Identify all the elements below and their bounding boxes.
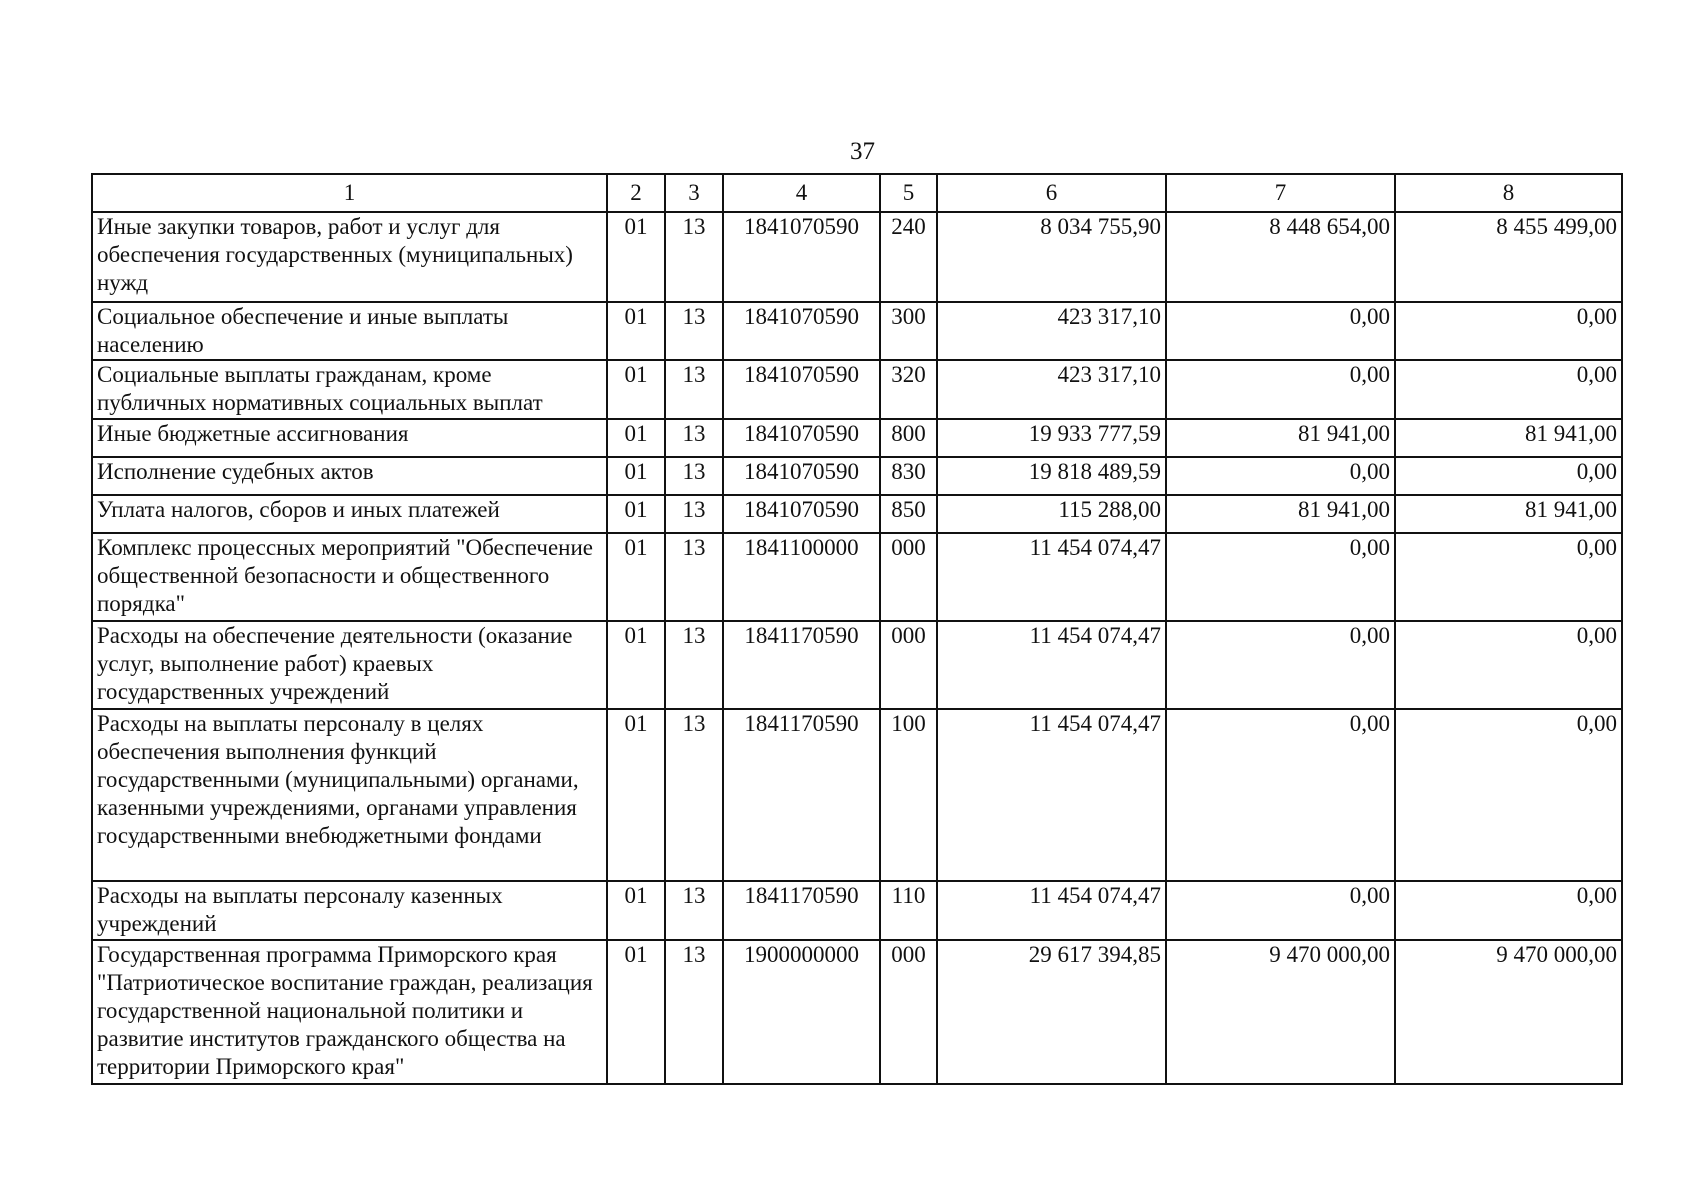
- row-csr: 1900000000: [723, 940, 880, 1084]
- row-amount-7: 81 941,00: [1166, 419, 1395, 457]
- row-amount-6: 19 818 489,59: [937, 457, 1166, 495]
- row-amount-8: 0,00: [1395, 709, 1622, 881]
- row-rz: 01: [607, 457, 665, 495]
- row-amount-8: 0,00: [1395, 457, 1622, 495]
- row-name: Социальные выплаты гражданам, кроме публичных нормативных социальных выплат: [92, 360, 607, 419]
- row-rz: 01: [607, 533, 665, 621]
- row-amount-7: 81 941,00: [1166, 495, 1395, 533]
- row-amount-7: 9 470 000,00: [1166, 940, 1395, 1084]
- row-csr: 1841070590: [723, 302, 880, 360]
- row-amount-6: 11 454 074,47: [937, 881, 1166, 940]
- table-row: [92, 533, 1622, 621]
- row-amount-6: 115 288,00: [937, 495, 1166, 533]
- row-amount-8: 9 470 000,00: [1395, 940, 1622, 1084]
- row-csr: 1841170590: [723, 709, 880, 881]
- page-number: 37: [850, 138, 875, 165]
- budget-table: [91, 173, 1623, 1085]
- row-name: Уплата налогов, сборов и иных платежей: [92, 495, 607, 533]
- row-amount-6: 11 454 074,47: [937, 709, 1166, 881]
- row-csr: 1841170590: [723, 881, 880, 940]
- table-row: [92, 360, 1622, 419]
- row-amount-8: 0,00: [1395, 302, 1622, 360]
- row-csr: 1841070590: [723, 419, 880, 457]
- row-rz: 01: [607, 495, 665, 533]
- row-amount-7: 0,00: [1166, 709, 1395, 881]
- row-name: Социальное обеспечение и иные выплаты населению: [92, 302, 607, 360]
- row-amount-6: 423 317,10: [937, 360, 1166, 419]
- row-rz: 01: [607, 621, 665, 709]
- table-row: [92, 940, 1622, 1084]
- row-name: Иные закупки товаров, работ и услуг для обеспечения государственных (муниципальных) нужд: [92, 212, 607, 302]
- row-amount-8: 0,00: [1395, 360, 1622, 419]
- row-csr: 1841070590: [723, 457, 880, 495]
- row-name: Расходы на выплаты персоналу в целях обеспечения выполнения функций государственными (муниципальными) органами, казенными учреждениями, органами управления государственными внебюджетными фондами: [92, 709, 607, 881]
- row-vr: 110: [880, 881, 937, 940]
- row-rz: 01: [607, 419, 665, 457]
- row-pr: 13: [665, 495, 723, 533]
- row-pr: 13: [665, 212, 723, 302]
- row-amount-6: 19 933 777,59: [937, 419, 1166, 457]
- col-header-6: 6: [937, 174, 1166, 212]
- table-row: [92, 495, 1622, 533]
- col-header-3: 3: [665, 174, 723, 212]
- row-csr: 1841170590: [723, 621, 880, 709]
- row-pr: 13: [665, 533, 723, 621]
- row-vr: 100: [880, 709, 937, 881]
- header-row: [92, 174, 1622, 212]
- row-amount-7: 0,00: [1166, 621, 1395, 709]
- row-name: Иные бюджетные ассигнования: [92, 419, 607, 457]
- table-row: [92, 881, 1622, 940]
- row-pr: 13: [665, 709, 723, 881]
- row-amount-8: 81 941,00: [1395, 419, 1622, 457]
- row-pr: 13: [665, 302, 723, 360]
- col-header-2: 2: [607, 174, 665, 212]
- col-header-8: 8: [1395, 174, 1622, 212]
- col-header-1: 1: [92, 174, 607, 212]
- row-rz: 01: [607, 709, 665, 881]
- row-vr: 300: [880, 302, 937, 360]
- row-name: Исполнение судебных актов: [92, 457, 607, 495]
- row-csr: 1841070590: [723, 495, 880, 533]
- row-vr: 000: [880, 621, 937, 709]
- row-rz: 01: [607, 360, 665, 419]
- row-name: Расходы на обеспечение деятельности (оказание услуг, выполнение работ) краевых государственных учреждений: [92, 621, 607, 709]
- row-amount-8: 0,00: [1395, 533, 1622, 621]
- table-row: [92, 419, 1622, 457]
- row-rz: 01: [607, 302, 665, 360]
- row-amount-8: 81 941,00: [1395, 495, 1622, 533]
- row-amount-7: 0,00: [1166, 881, 1395, 940]
- row-vr: 240: [880, 212, 937, 302]
- row-vr: 000: [880, 533, 937, 621]
- row-amount-6: 8 034 755,90: [937, 212, 1166, 302]
- row-amount-6: 11 454 074,47: [937, 621, 1166, 709]
- row-amount-7: 0,00: [1166, 360, 1395, 419]
- table-row: [92, 709, 1622, 881]
- table-row: [92, 302, 1622, 360]
- table-row: [92, 212, 1622, 302]
- row-vr: 850: [880, 495, 937, 533]
- row-name: Государственная программа Приморского края "Патриотическое воспитание граждан, реализация государственной национальной политики и развитие институтов гражданского общества на территории Приморского края": [92, 940, 607, 1084]
- col-header-5: 5: [880, 174, 937, 212]
- row-csr: 1841070590: [723, 360, 880, 419]
- row-amount-7: 8 448 654,00: [1166, 212, 1395, 302]
- row-pr: 13: [665, 621, 723, 709]
- row-pr: 13: [665, 940, 723, 1084]
- row-amount-8: 0,00: [1395, 881, 1622, 940]
- col-header-4: 4: [723, 174, 880, 212]
- table-row: [92, 457, 1622, 495]
- row-rz: 01: [607, 881, 665, 940]
- row-name: Расходы на выплаты персоналу казенных учреждений: [92, 881, 607, 940]
- row-rz: 01: [607, 940, 665, 1084]
- row-vr: 830: [880, 457, 937, 495]
- row-amount-7: 0,00: [1166, 457, 1395, 495]
- row-amount-8: 8 455 499,00: [1395, 212, 1622, 302]
- row-name: Комплекс процессных мероприятий "Обеспечение общественной безопасности и общественного порядка": [92, 533, 607, 621]
- row-pr: 13: [665, 419, 723, 457]
- row-csr: 1841100000: [723, 533, 880, 621]
- row-pr: 13: [665, 457, 723, 495]
- row-amount-7: 0,00: [1166, 533, 1395, 621]
- row-amount-7: 0,00: [1166, 302, 1395, 360]
- row-amount-6: 29 617 394,85: [937, 940, 1166, 1084]
- row-amount-6: 11 454 074,47: [937, 533, 1166, 621]
- row-rz: 01: [607, 212, 665, 302]
- row-amount-6: 423 317,10: [937, 302, 1166, 360]
- row-pr: 13: [665, 881, 723, 940]
- table-row: [92, 621, 1622, 709]
- row-csr: 1841070590: [723, 212, 880, 302]
- row-vr: 800: [880, 419, 937, 457]
- row-vr: 320: [880, 360, 937, 419]
- row-pr: 13: [665, 360, 723, 419]
- row-vr: 000: [880, 940, 937, 1084]
- row-amount-8: 0,00: [1395, 621, 1622, 709]
- col-header-7: 7: [1166, 174, 1395, 212]
